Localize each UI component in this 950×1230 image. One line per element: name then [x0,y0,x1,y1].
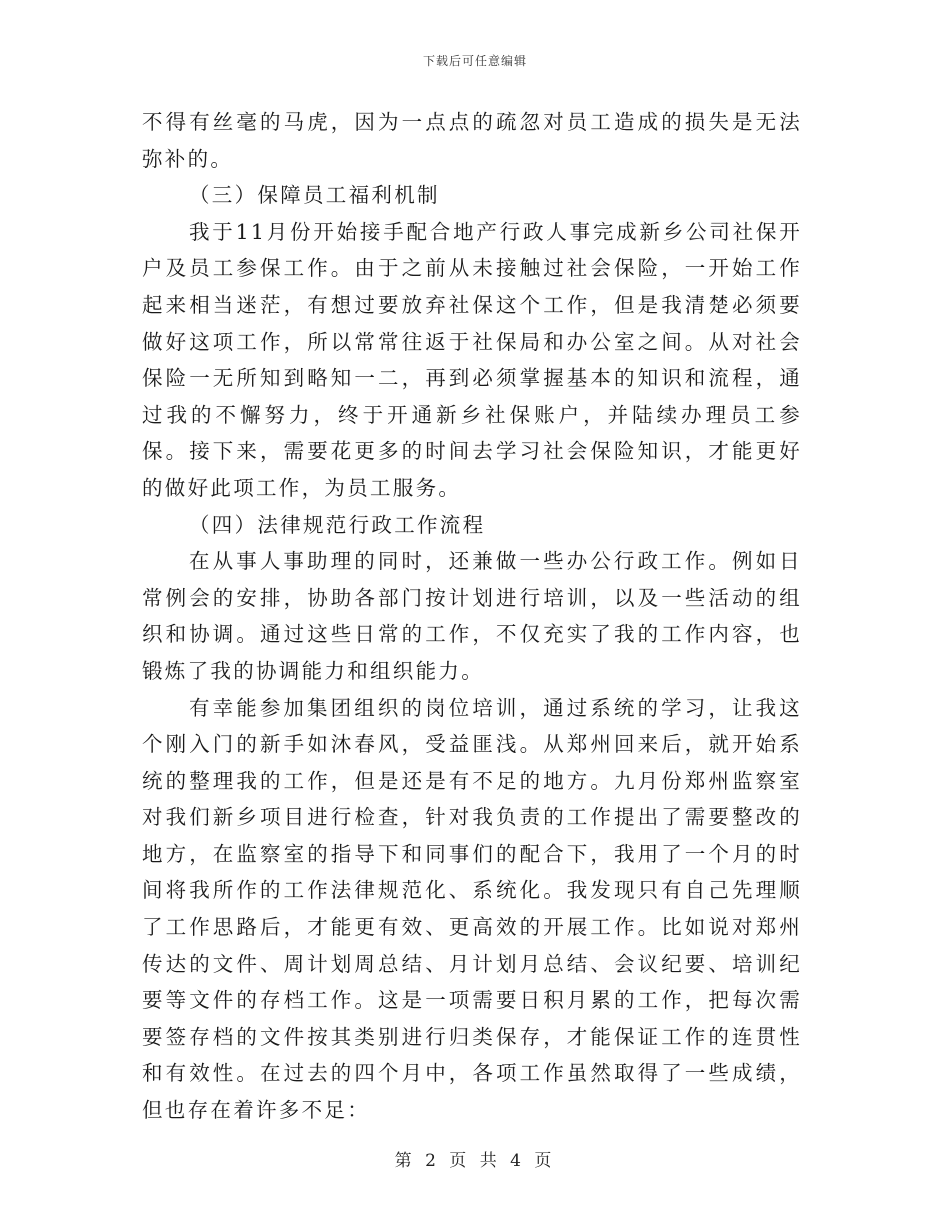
section-heading-3: （三）保障员工福利机制 [189,183,440,208]
paragraph-admin-work: 在从事人事助理的同时，还兼做一些办公行政工作。例如日常例会的安排，协助各部门按计划进行培训，以及一些活动的组织和协调。通过这些日常的工作，不仅充实了我的工作内容，也锻炼了我的协调能力和组织能力。 [142,549,802,683]
document-body [142,104,802,1129]
paragraph-continuation: 不得有丝毫的马虎，因为一点点的疏忽对员工造成的损失是无法弥补的。 [142,110,802,171]
paragraph-training: 有幸能参加集团组织的岗位培训，通过系统的学习，让我这个刚入门的新手如沐春风，受益匪浅。从郑州回来后，就开始系统的整理我的工作，但是还是有不足的地方。九月份郑州监察室对我们新乡项目进行检查，针对我负责的工作提出了需要整改的地方，在监察室的指导下和同事们的配合下，我用了一个月的时间将我所作的工作法律规范化、系统化。我发现只有自己先理顺了工作思路后，才能更有效、更高效的开展工作。比如说对郑州传达的文件、周计划周总结、月计划月总结、会议纪要、培训纪要等文件的存档工作。这是一项需要日积月累的工作，把每次需要签存档的文件按其类别进行归类保存，才能保证工作的连贯性和有效性。在过去的四个月中，各项工作虽然取得了一些成绩，但也存在着许多不足： [142,695,802,1123]
paragraph-social-insurance: 我于11月份开始接手配合地产行政人事完成新乡公司社保开户及员工参保工作。由于之前从未接触过社会保险，一开始工作起来相当迷茫，有想过要放弃社保这个工作，但是我清楚必须要做好这项工作，所以常常往返于社保局和办公室之间。从对社会保险一无所知到略知一二，再到必须掌握基本的知识和流程，通过我的不懈努力，终于开通新乡社保账户，并陆续办理员工参保。接下来，需要花更多的时间去学习社会保险知识，才能更好的做好此项工作，为员工服务。 [142,219,802,500]
section-heading-4: （四）法律规范行政工作流程 [189,512,486,537]
page-number: 第 2 页 共 4 页 [394,1151,556,1171]
page-header: 下载后可任意编辑 [422,54,527,68]
